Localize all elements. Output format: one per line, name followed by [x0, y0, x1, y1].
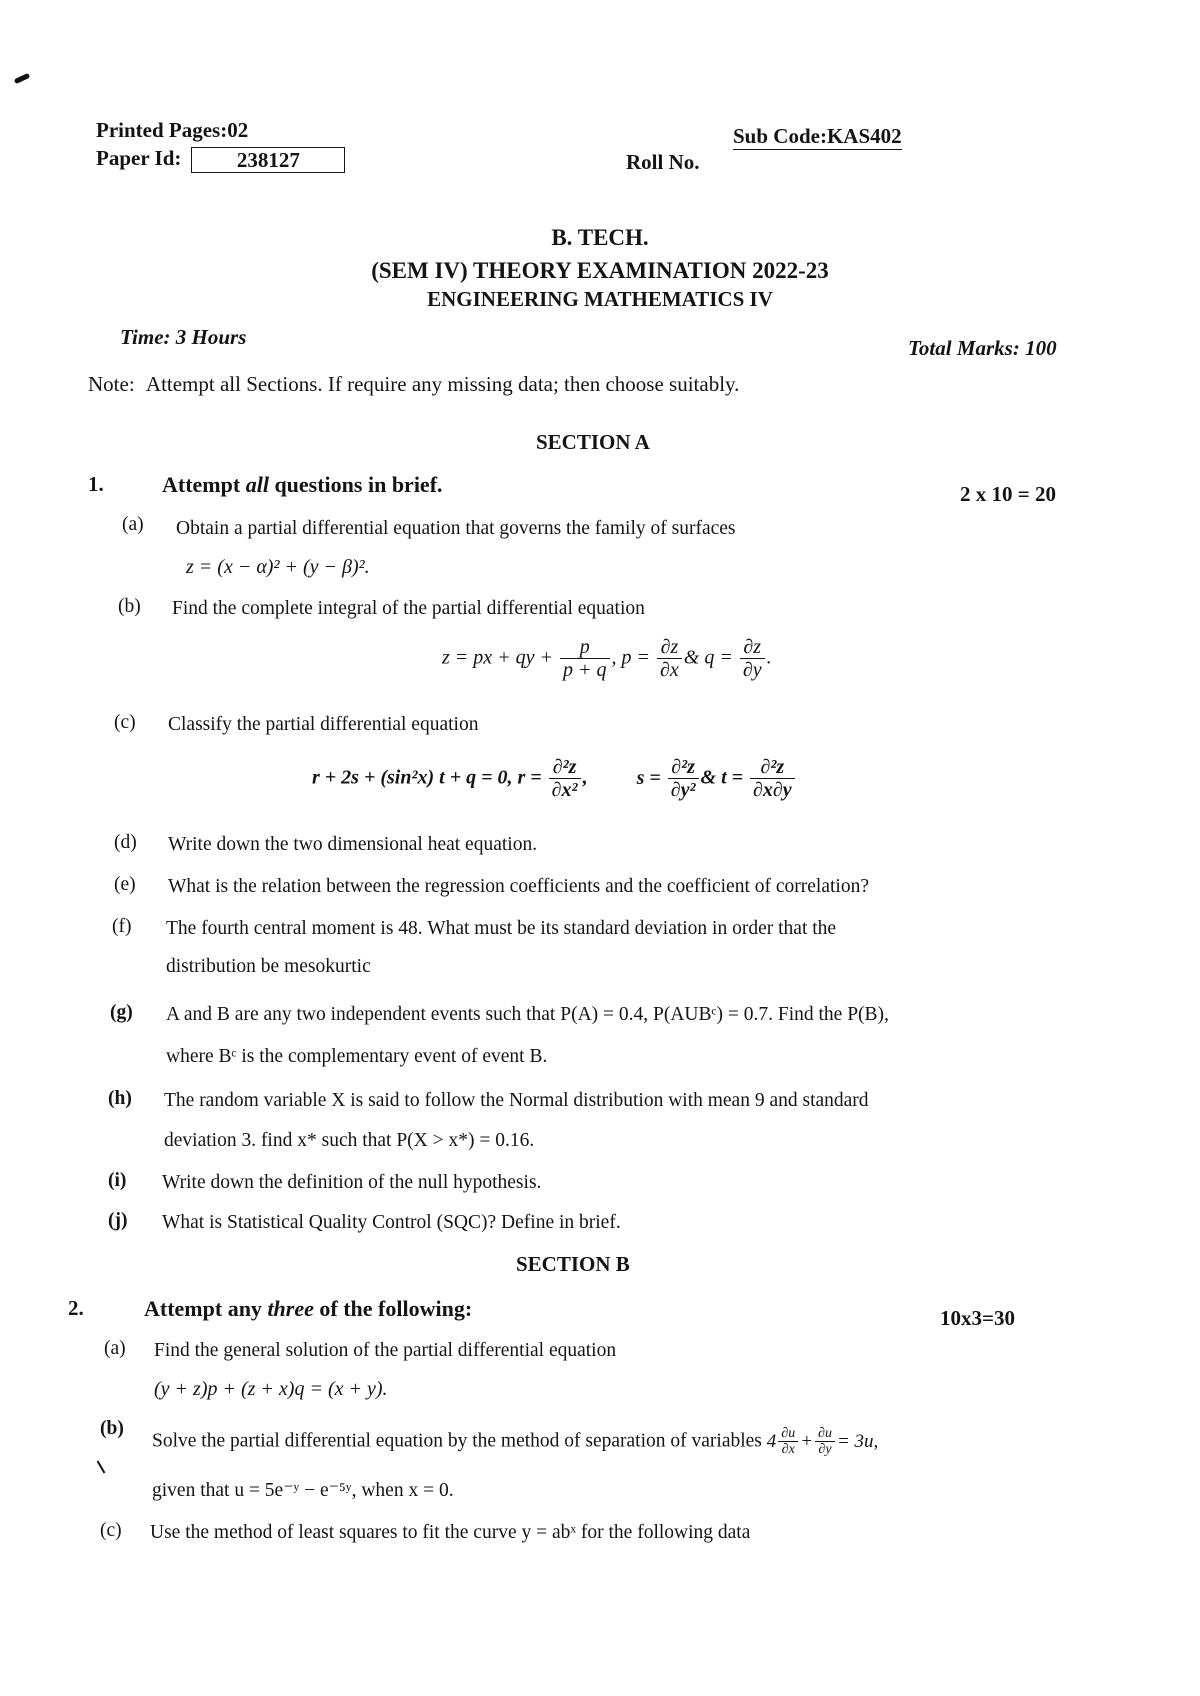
q1b-label: (b) [118, 596, 141, 617]
q1e-label: (e) [114, 874, 136, 895]
q1h-text-line2: deviation 3. find x* such that P(X > x*) = 0.16. [164, 1130, 535, 1151]
q1d-label: (d) [114, 832, 137, 853]
exam-title: (SEM IV) THEORY EXAMINATION 2022-23 [371, 258, 829, 283]
q1i-text: Write down the definition of the null hypothesis. [162, 1172, 542, 1193]
q1h-label: (h) [108, 1088, 132, 1109]
section-b-heading: SECTION B [516, 1252, 630, 1276]
frac-p-over-pq: $\frac{p}{p + q}$ [560, 636, 610, 682]
q2b-formula: 4 $\frac{\partial u}{\partial x}$ + $\frac{\partial u}{\partial y}$ = 3u, [766, 1426, 879, 1458]
q1g-text-line2: where Bᶜ is the complementary event of event B. [166, 1046, 548, 1067]
q1h-text-line1: The random variable X is said to follow the Normal distribution with mean 9 and standard [164, 1090, 869, 1111]
q2c-label: (c) [100, 1520, 122, 1541]
q2b-text-line2: given that u = 5e⁻ʸ − e⁻⁵ʸ, when x = 0. [152, 1480, 454, 1501]
paper-id-label: Paper Id: [96, 146, 182, 170]
note-label: Note: [88, 372, 135, 396]
q1a-text: Obtain a partial differential equation that governs the family of surfaces [176, 518, 736, 539]
q2b-label: (b) [100, 1418, 124, 1439]
q1c-label: (c) [114, 712, 136, 733]
note-text: Attempt all Sections. If require any missing data; then choose suitably. [145, 372, 740, 396]
roll-no-label: Roll No. [626, 150, 700, 174]
sub-code: Sub Code:KAS402 [733, 124, 902, 148]
q2a-formula: (y + z)p + (z + x)q = (x + y). [154, 1378, 388, 1400]
frac-d2z-dx2: $\frac{\text{∂²z}}{\text{∂x²}}$ [549, 756, 581, 802]
scan-tick [97, 1460, 106, 1473]
q1i-label: (i) [108, 1170, 127, 1191]
frac-du-dx: $\frac{\partial u}{\partial x}$ [778, 1426, 798, 1458]
q1c-text: Classify the partial differential equation [168, 714, 479, 735]
q2b-text-main: Solve the partial differential equation by the method of separation of variables [152, 1430, 762, 1452]
q2a-label: (a) [104, 1338, 126, 1359]
q1g-text-line1: A and B are any two independent events such that P(A) = 0.4, P(AUBᶜ) = 0.7. Find the P(B), [166, 1004, 889, 1025]
degree-title: B. TECH. [551, 225, 649, 250]
time-allowed: Time: 3 Hours [120, 325, 247, 349]
subject-title: ENGINEERING MATHEMATICS IV [427, 287, 773, 311]
q1-marks: 2 x 10 = 20 [960, 482, 1056, 506]
q1c-formula: r + 2s + (sin²x) t + q = 0, r = $\frac{\text{∂²z}}{\text{∂x²}}$ , s = $\frac{\text{∂²z}}{\text{∂y²}}$ & t = $\frac{\text{∂²z}}{\partial x\partial y}$ [312, 756, 797, 802]
q1f-text-line1: The fourth central moment is 48. What must be its standard deviation in order that the [166, 918, 837, 939]
frac-du-dy: $\frac{\partial u}{\partial y}$ [815, 1426, 835, 1458]
q1b-text: Find the complete integral of the partial differential equation [172, 598, 645, 619]
q1j-text: What is Statistical Quality Control (SQC)? Define in brief. [162, 1212, 621, 1233]
q2b-text [152, 1426, 878, 1458]
q2-number: 2. [68, 1296, 84, 1320]
q1-instruction: Attempt all questions in brief. [162, 472, 443, 497]
q2-marks: 10x3=30 [940, 1306, 1015, 1330]
frac-d2z-dy2: $\frac{\text{∂²z}}{\text{∂y²}}$ [668, 756, 699, 802]
q1a-label: (a) [122, 514, 144, 535]
frac-dz-dy: $\frac{\partial z}{\partial y}$ [740, 636, 765, 682]
q2c-text: Use the method of least squares to fit the curve y = abˣ for the following data [150, 1522, 751, 1543]
q1-number: 1. [88, 472, 104, 496]
scan-speck [14, 73, 31, 84]
printed-pages: Printed Pages:02 [96, 118, 249, 142]
q2-instruction: Attempt any three of the following: [144, 1296, 473, 1321]
q1d-text: Write down the two dimensional heat equation. [168, 834, 538, 855]
q1f-text-line2: distribution be mesokurtic [166, 956, 371, 977]
q1j-label: (j) [108, 1210, 128, 1231]
q2a-text: Find the general solution of the partial differential equation [154, 1340, 617, 1361]
frac-d2z-dxdy: $\frac{\text{∂²z}}{\partial x\partial y}$ [750, 756, 795, 802]
note [88, 372, 739, 397]
paper-id-box: 238127 [191, 147, 345, 173]
frac-dz-dx: $\frac{\partial z}{\partial x}$ [657, 636, 682, 682]
section-a-heading: SECTION A [536, 430, 650, 454]
paper-id-row [96, 146, 345, 173]
q1a-formula: z = (x − α)² + (y − β)². [186, 556, 370, 578]
q1g-label: (g) [110, 1002, 133, 1023]
total-marks: Total Marks: 100 [908, 336, 1057, 360]
q1f-label: (f) [112, 916, 132, 937]
q1b-formula: z = px + qy + $\frac{p}{p + q}$ , p = $\frac{\partial z}{\partial x}$ & q = $\frac{\partial z}{\partial y}$ . [442, 636, 772, 681]
q1e-text: What is the relation between the regression coefficients and the coefficient of correlation? [168, 876, 869, 897]
